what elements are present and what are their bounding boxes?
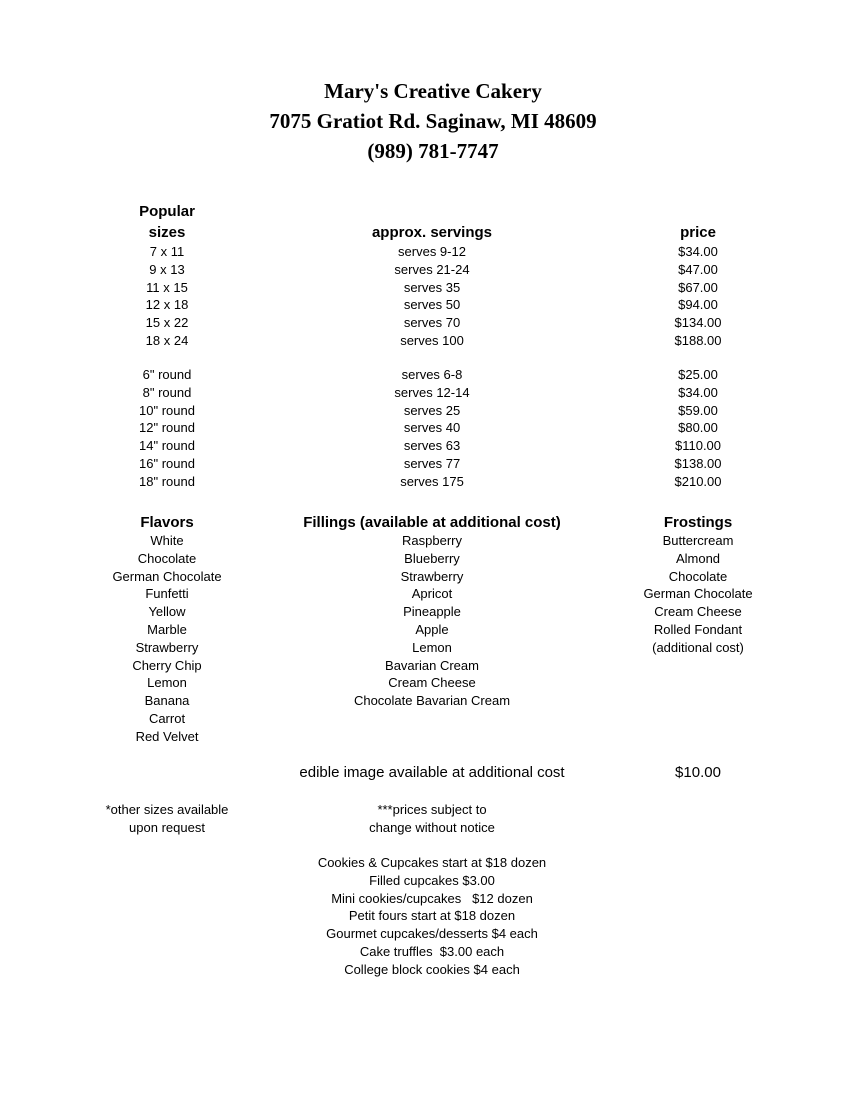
- filling-item: Raspberry: [402, 533, 462, 548]
- flavor-item: Yellow: [148, 604, 186, 620]
- round-size: 16" round: [139, 455, 195, 471]
- round-servings: serves 25: [403, 402, 461, 418]
- frosting-item: (additional cost): [652, 639, 744, 655]
- round-servings-list: [282, 366, 582, 491]
- business-phone: (989) 781-7747: [367, 139, 499, 163]
- other-sizes-note-line1: *other sizes available: [105, 802, 229, 817]
- sizes-header-line2: sizes: [148, 224, 186, 241]
- round-size: 10" round: [139, 402, 195, 418]
- sheet-price: $34.00: [678, 244, 718, 259]
- flavor-item: Lemon: [147, 675, 187, 691]
- round-price: $210.00: [674, 473, 722, 489]
- sheet-size: 18 x 24: [145, 332, 189, 348]
- filling-item: Strawberry: [400, 568, 464, 584]
- round-servings: serves 12-14: [394, 384, 470, 400]
- business-address: 7075 Gratiot Rd. Saginaw, MI 48609: [269, 109, 597, 133]
- price-column-header: price: [680, 224, 716, 241]
- sheet-size: 9 x 13: [149, 261, 185, 277]
- sheet-price: $67.00: [678, 279, 718, 295]
- prices-notice: [282, 801, 582, 837]
- extras-item: Petit fours start at $18 dozen: [348, 908, 516, 924]
- frosting-item: German Chocolate: [643, 586, 753, 602]
- flavors-list: [96, 532, 238, 746]
- frosting-item: Chocolate: [668, 568, 728, 584]
- sizes-header-line1: Popular: [139, 203, 195, 220]
- sheet-size: 12 x 18: [145, 297, 189, 313]
- other-sizes-note-line2: upon request: [129, 819, 205, 835]
- round-price: $25.00: [678, 367, 718, 382]
- filling-item: Cream Cheese: [388, 675, 476, 691]
- sheet-servings: serves 100: [400, 332, 464, 348]
- flavor-item: Carrot: [148, 710, 186, 726]
- round-size: 8" round: [142, 384, 192, 400]
- round-sizes-list: [96, 366, 238, 491]
- round-price: $110.00: [674, 438, 722, 454]
- other-sizes-note: [96, 801, 238, 837]
- round-servings: serves 40: [403, 420, 461, 436]
- round-servings: serves 63: [403, 438, 461, 454]
- extras-item: Cookies & Cupcakes start at $18 dozen: [317, 855, 547, 870]
- sheet-size: 15 x 22: [145, 315, 189, 331]
- prices-notice-line2: change without notice: [369, 819, 495, 835]
- frosting-item: Buttercream: [662, 533, 734, 548]
- business-name: Mary's Creative Cakery: [324, 79, 542, 103]
- flavor-item: Marble: [147, 621, 187, 637]
- sheet-price: $134.00: [674, 315, 722, 331]
- flavors-header: Flavors: [140, 514, 194, 531]
- round-price: $138.00: [674, 455, 722, 471]
- extras-list: [282, 854, 582, 979]
- frosting-item: Almond: [675, 550, 721, 566]
- flavor-item: Funfetti: [145, 586, 189, 602]
- frostings-list: [626, 532, 770, 657]
- filling-item: Pineapple: [403, 604, 461, 620]
- round-prices-list: [626, 366, 770, 491]
- round-price: $59.00: [678, 402, 718, 418]
- frostings-header: Frostings: [663, 514, 733, 531]
- sheet-price: $94.00: [678, 297, 718, 313]
- sheet-servings: serves 35: [403, 279, 461, 295]
- flavor-item: Cherry Chip: [132, 657, 202, 673]
- round-price: $34.00: [678, 384, 718, 400]
- round-servings: serves 77: [403, 455, 461, 471]
- extras-item: Cake truffles $3.00 each: [359, 943, 505, 959]
- sizes-column-header: [96, 201, 238, 243]
- round-size: 14" round: [139, 438, 195, 454]
- sheet-price: $47.00: [678, 261, 718, 277]
- extras-item: College block cookies $4 each: [344, 961, 520, 977]
- prices-notice-line1: ***prices subject to: [377, 802, 487, 817]
- round-size: 18" round: [139, 473, 195, 489]
- filling-item: Lemon: [412, 639, 452, 655]
- sheet-prices-list: [626, 243, 770, 350]
- round-price: $80.00: [678, 420, 718, 436]
- flavor-item: Red Velvet: [135, 728, 199, 744]
- round-servings: serves 175: [400, 473, 464, 489]
- extras-item: Mini cookies/cupcakes $12 dozen: [331, 890, 533, 906]
- sheet-price: $188.00: [674, 332, 722, 348]
- sheet-size: 11 x 15: [146, 279, 188, 295]
- round-size: 6" round: [142, 367, 192, 382]
- servings-column-header: approx. servings: [371, 224, 493, 241]
- sheet-servings: serves 50: [403, 297, 461, 313]
- filling-item: Bavarian Cream: [385, 657, 479, 673]
- filling-item: Apricot: [411, 586, 453, 602]
- flavor-item: Strawberry: [135, 639, 199, 655]
- sheet-servings: serves 21-24: [394, 261, 470, 277]
- sheet-servings: serves 9-12: [398, 244, 466, 259]
- flavor-item: Chocolate: [137, 550, 197, 566]
- edible-image-price: $10.00: [675, 764, 721, 781]
- fillings-list: [282, 532, 582, 710]
- frosting-item: Cream Cheese: [654, 604, 742, 620]
- extras-item: Filled cupcakes $3.00: [369, 872, 495, 888]
- sheet-sizes-list: [96, 243, 238, 350]
- edible-image-label: edible image available at additional cost: [299, 764, 565, 781]
- filling-item: Blueberry: [404, 550, 460, 566]
- sheet-servings: serves 70: [403, 315, 461, 331]
- filling-item: Chocolate Bavarian Cream: [353, 693, 511, 709]
- filling-item: Apple: [415, 621, 449, 637]
- sheet-size: 7 x 11: [149, 244, 185, 259]
- round-size: 12" round: [139, 420, 195, 436]
- flavor-item: German Chocolate: [112, 568, 222, 584]
- flavor-item: White: [150, 533, 184, 548]
- sheet-servings-list: [282, 243, 582, 350]
- round-servings: serves 6-8: [401, 367, 463, 382]
- frosting-item: Rolled Fondant: [653, 621, 743, 637]
- extras-item: Gourmet cupcakes/desserts $4 each: [326, 926, 538, 942]
- fillings-header: Fillings (available at additional cost): [303, 514, 561, 531]
- flavor-item: Banana: [144, 693, 190, 709]
